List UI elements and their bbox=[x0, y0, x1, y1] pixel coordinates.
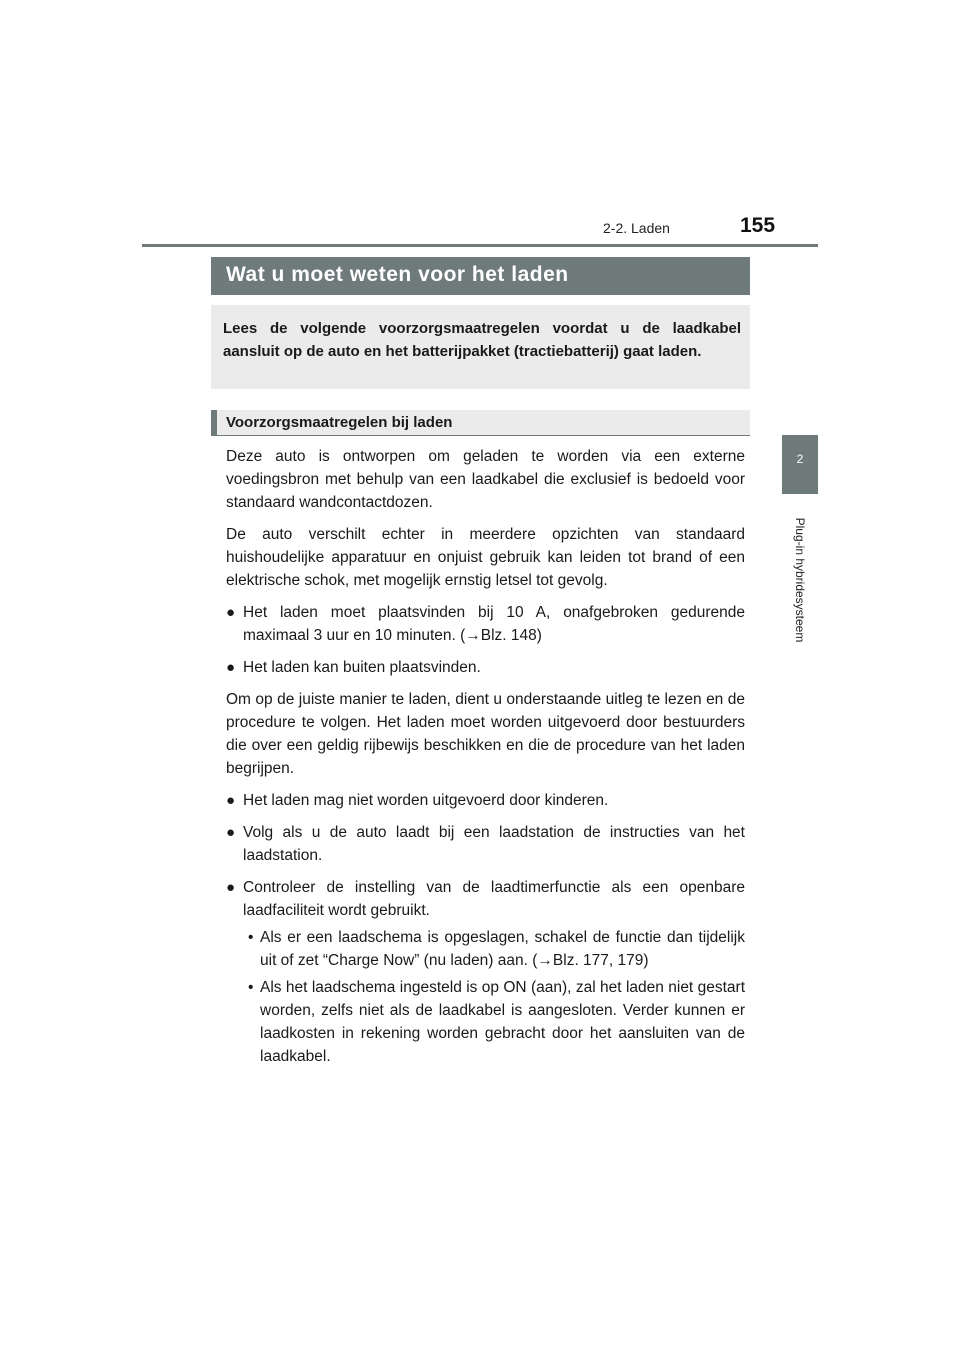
bullet-dot-icon: ● bbox=[226, 659, 236, 676]
bullet-text: Controleer de instelling van de laadtimerfunctie als een openbare laadfaciliteit wordt gebruikt. bbox=[243, 879, 745, 919]
bullet-item bbox=[226, 601, 745, 647]
paragraph: Om op de juiste manier te laden, dient u onderstaande uitleg te lezen en de procedure te volgen. Het laden moet worden uitgevoerd door bestuurders die over een geldig rijbewijs beschikken en die de procedure van het laden begrijpen. bbox=[226, 691, 745, 777]
chapter-label: Plug-in hybridesysteem bbox=[793, 517, 807, 643]
header-divider bbox=[142, 244, 818, 247]
chapter-label-wrap bbox=[760, 500, 840, 660]
header-section-title: 2-2. Laden bbox=[603, 220, 670, 236]
bullet-item bbox=[226, 876, 745, 922]
bullet-dot-icon: ● bbox=[226, 792, 236, 809]
subheading: Voorzorgsmaatregelen bij laden bbox=[211, 410, 750, 435]
sub-bullet-mark: • bbox=[248, 929, 254, 946]
sub-bullet-text: Als het laadschema ingesteld is op ON (aan), zal het laden niet gestart worden, zelfs niet als de laadkabel is aangesloten. Verder kunnen er laadkosten in rekening worden gebracht door het aansluiten van de laadkabel. bbox=[260, 979, 745, 1065]
bullet-dot-icon: ● bbox=[226, 824, 236, 841]
sub-bullet-mark: • bbox=[248, 979, 254, 996]
sub-bullet-item bbox=[226, 976, 745, 1068]
sub-bullet-item bbox=[226, 926, 745, 972]
bullet-item bbox=[226, 821, 745, 867]
bullet-item bbox=[226, 656, 745, 679]
paragraph: Deze auto is ontworpen om geladen te worden via een externe voedingsbron met behulp van een laadkabel die exclusief is bedoeld voor standaard wandcontactdozen. bbox=[226, 448, 745, 511]
bullet-text: Volg als u de auto laadt bij een laadstation de instructies van het laadstation. bbox=[243, 824, 745, 864]
paragraph: De auto verschilt echter in meerdere opzichten van standaard huishoudelijke apparatuur en onjuist gebruik kan leiden tot brand of een elektrische schok, met mogelijk ernstig letsel tot gevolg. bbox=[226, 526, 745, 589]
bullet-dot-icon: ● bbox=[226, 879, 236, 896]
subheading-rule bbox=[211, 435, 750, 436]
body-text bbox=[226, 445, 745, 1072]
intro-box: Lees de volgende voorzorgsmaatregelen voordat u de laadkabel aansluit op de auto en het batterijpakket (tractiebatterij) gaat laden. bbox=[211, 305, 750, 389]
bullet-item bbox=[226, 789, 745, 812]
sub-bullet-text: Als er een laadschema is opgeslagen, schakel de functie dan tijdelijk uit of zet “Charge Now” (nu laden) aan. (→Blz. 177, 179) bbox=[260, 929, 745, 969]
page-number: 155 bbox=[740, 214, 776, 237]
bullet-text: Het laden mag niet worden uitgevoerd door kinderen. bbox=[243, 792, 609, 809]
chapter-tab-number: 2 bbox=[796, 452, 804, 466]
bullet-text: Het laden moet plaatsvinden bij 10 A, onafgebroken gedurende maximaal 3 uur en 10 minuten. (→Blz. 148) bbox=[243, 604, 745, 644]
section-title-banner: Wat u moet weten voor het laden bbox=[211, 257, 750, 295]
bullet-dot-icon: ● bbox=[226, 604, 236, 621]
bullet-text: Het laden kan buiten plaatsvinden. bbox=[243, 659, 481, 676]
